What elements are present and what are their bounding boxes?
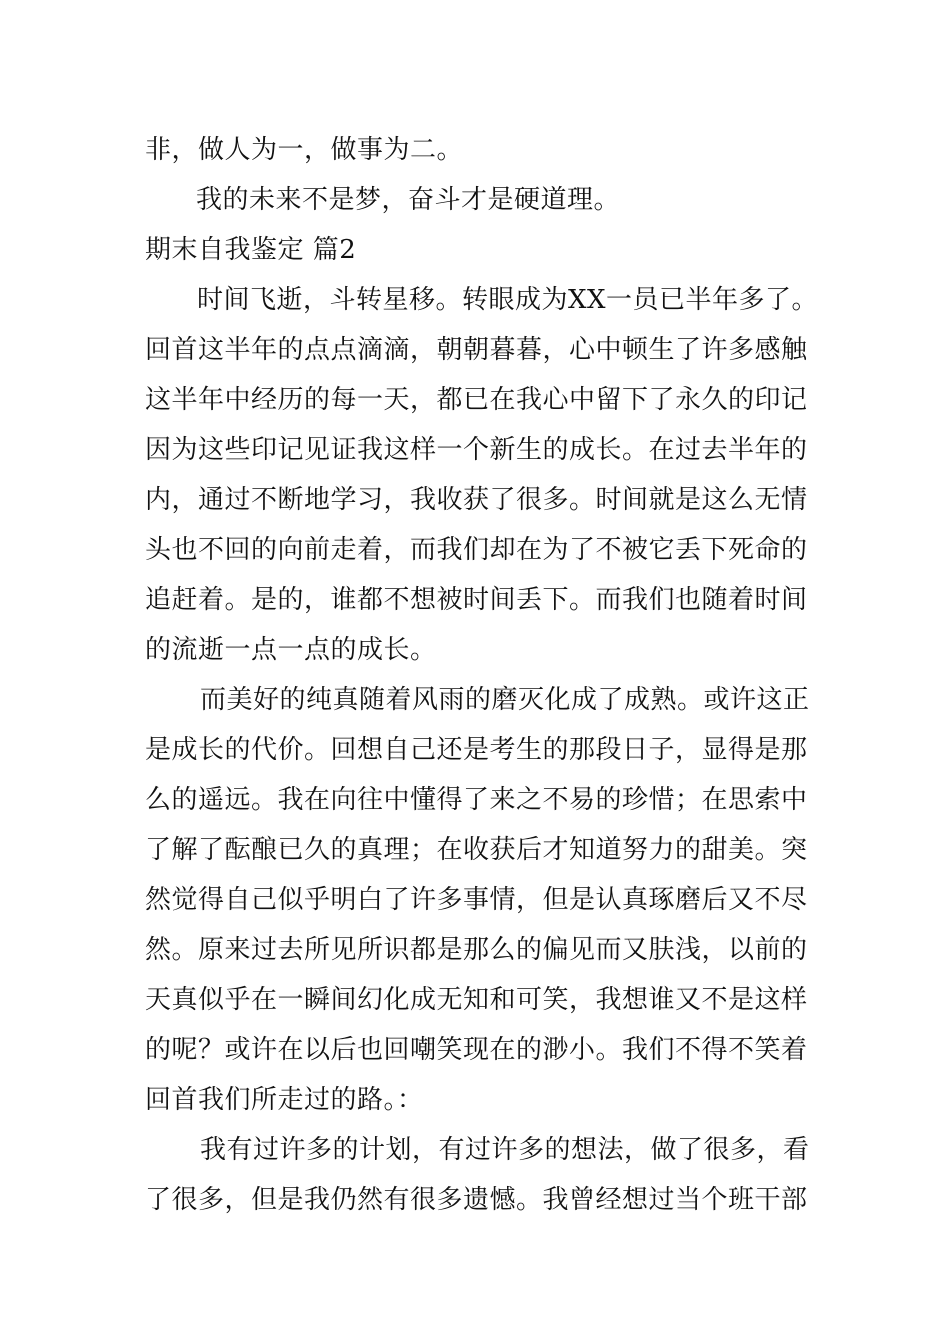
text-line: 然觉得自己似乎明白了许多事情，但是认真琢磨后又不尽 <box>145 885 808 915</box>
text-line: 而美好的纯真随着风雨的磨灭化成了成熟。或许这正 <box>200 685 810 715</box>
text-line: 的呢？或许在以后也回嘲笑现在的渺小。我们不得不笑着 <box>145 1035 808 1065</box>
text-line: 时间飞逝，斗转星移。转眼成为XX一员已半年多了。 <box>197 285 819 315</box>
text-line: 非，做人为一，做事为二。 <box>145 135 464 165</box>
text-line: 了很多，但是我仍然有很多遗憾。我曾经想过当个班干部 <box>145 1185 808 1215</box>
text-line: 然。原来过去所见所识都是那么的偏见而又肤浅，以前的 <box>145 935 808 965</box>
text-line: 我的未来不是梦，奋斗才是硬道理。 <box>196 185 621 215</box>
text-line: 头也不回的向前走着，而我们却在为了不被它丢下死命的 <box>145 535 808 565</box>
text-line: 这半年中经历的每一天，都已在我心中留下了永久的印记 <box>145 385 808 415</box>
text-line: 内，通过不断地学习，我收获了很多。时间就是这么无情 <box>145 485 808 515</box>
text-line: 回首我们所走过的路。： <box>145 1085 424 1115</box>
text-line: 因为这些印记见证我这样一个新生的成长。在过去半年的 <box>145 435 808 465</box>
text-line: 我有过许多的计划，有过许多的想法，做了很多，看 <box>200 1135 810 1165</box>
text-line: 是成长的代价。回想自己还是考生的那段日子，显得是那 <box>145 735 808 765</box>
text-line: 的流逝一点一点的成长。 <box>145 635 437 665</box>
text-line: 了解了酝酿已久的真理；在收获后才知道努力的甜美。突 <box>145 835 808 865</box>
text-line: 么的遥远。我在向往中懂得了来之不易的珍惜；在思索中 <box>145 785 808 815</box>
text-line: 追赶着。是的，谁都不想被时间丢下。而我们也随着时间 <box>145 585 808 615</box>
text-line: 天真似乎在一瞬间幻化成无知和可笑，我想谁又不是这样 <box>145 985 808 1015</box>
text-line: 回首这半年的点点滴滴，朝朝暮暮，心中顿生了许多感触 <box>145 335 808 365</box>
section-heading: 期末自我鉴定 篇2 <box>145 235 357 265</box>
